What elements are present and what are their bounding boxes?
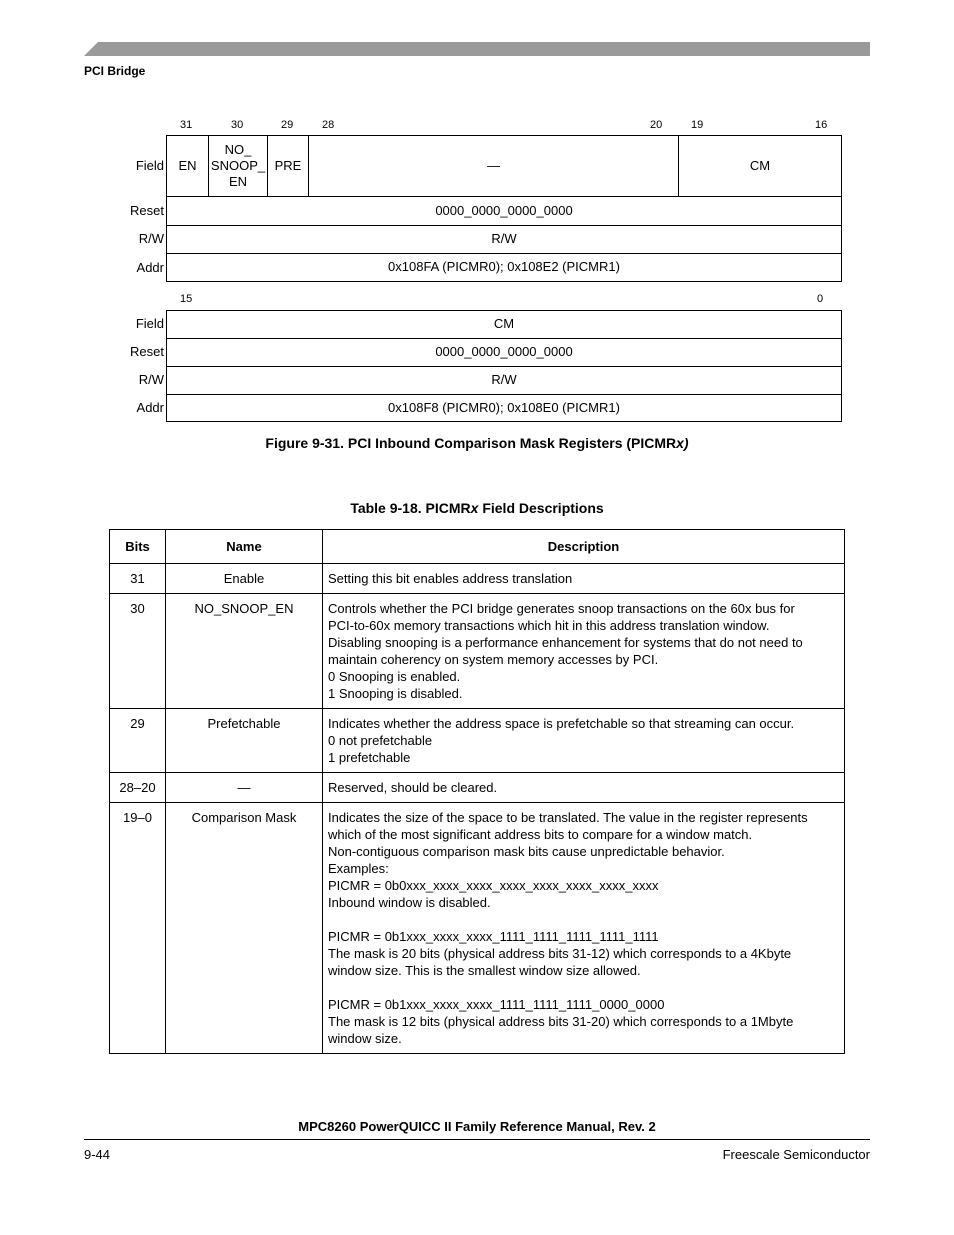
description-cell: Setting this bit enables address translation [323,564,845,594]
field-reserved: — [308,135,679,197]
rw-value: R/W [166,225,842,254]
table-header-row [110,530,845,564]
bit-number: 15 [180,293,193,305]
addr-value: 0x108F8 (PICMR0); 0x108E0 (PICMR1) [166,394,842,422]
description-cell: Reserved, should be cleared. [323,773,845,803]
bits-cell: 30 [110,594,166,709]
row-label-addr: Addr [136,400,164,415]
footer-title: MPC8260 PowerQUICC II Family Reference Manual, Rev. 2 [298,1119,656,1134]
field-pre: PRE [267,135,309,197]
row-label-reset: Reset [130,203,164,218]
bits-cell: 29 [110,709,166,773]
addr-value: 0x108FA (PICMR0); 0x108E2 (PICMR1) [166,253,842,282]
table-row [110,773,845,803]
field-no-snoop-en: NO_ SNOOP_ EN [208,135,268,197]
rw-value: R/W [166,366,842,395]
bit-number: 16 [815,119,828,131]
reset-value: 0000_0000_0000_0000 [166,338,842,367]
page-number: 9-44 [84,1147,111,1162]
bit-number: 0 [817,293,824,305]
bit-number: 20 [650,119,663,131]
table-row [110,709,845,773]
column-header-name: Name [166,530,323,564]
bits-cell: 19–0 [110,803,166,1054]
name-cell: NO_SNOOP_EN [166,594,323,709]
bits-cell: 28–20 [110,773,166,803]
header-bar [84,42,870,56]
bit-number: 31 [180,119,193,131]
bit-number: 30 [231,119,244,131]
section-title: PCI Bridge [84,64,146,78]
table-row [110,564,845,594]
row-label-reset: Reset [130,344,164,359]
footer-divider [84,1139,870,1140]
field-cm: CM [166,310,842,339]
name-cell: Prefetchable [166,709,323,773]
field-en: EN [166,135,209,197]
table-caption: Table 9-18. PICMRx Field Descriptions [350,500,604,516]
column-header-description: Description [323,530,845,564]
row-label-rw: R/W [138,231,164,246]
column-header-bits: Bits [110,530,166,564]
row-label-field: Field [135,316,164,331]
table-row [110,803,845,1054]
bits-cell: 31 [110,564,166,594]
figure-caption: Figure 9-31. PCI Inbound Comparison Mask Registers (PICMRx) [265,435,689,451]
row-label-addr: Addr [136,260,164,275]
publisher-name: Freescale Semiconductor [722,1147,870,1162]
name-cell: Enable [166,564,323,594]
description-cell: Controls whether the PCI bridge generates snoop transactions on the 60x bus for PCI-to-60x memory transactions which hit in this address translation window. Disabling snooping is a performance enhancement for systems that do not need to maintain coherency on system memory accesses by PCI. 0 Snooping is enabled. 1 Snooping is disabled. [323,594,845,709]
row-label-field: Field [135,158,164,173]
description-cell: Indicates the size of the space to be translated. The value in the register represents which of the most significant address bits to compare for a window match. Non-contiguous comparison mask bits cause unpredictable behavior. Examples: PICMR = 0b0xxx_xxxx_xxxx_xxxx_xxxx_xxxx_xxxx_xxxx Inbound window is disabled. PICMR = 0b1xxx_xxxx_xxxx_1111_1111_1111_1111_1111 The mask is 20 bits (physical address bits 31-12) which corresponds to a 4Kbyte window size. This is the smallest window size allowed. PICMR = 0b1xxx_xxxx_xxxx_1111_1111_1111_0000_0000 The mask is 12 bits (physical address bits 31-20) which corresponds to a 1Mbyte window size. [323,803,845,1054]
field-descriptions-table [109,529,845,1054]
name-cell: Comparison Mask [166,803,323,1054]
name-cell: — [166,773,323,803]
bit-number: 29 [281,119,294,131]
field-cm: CM [678,135,842,197]
bit-number: 19 [691,119,704,131]
row-label-rw: R/W [138,372,164,387]
bit-number: 28 [322,119,335,131]
description-cell: Indicates whether the address space is prefetchable so that streaming can occur. 0 not prefetchable 1 prefetchable [323,709,845,773]
table-row [110,594,845,709]
reset-value: 0000_0000_0000_0000 [166,196,842,226]
